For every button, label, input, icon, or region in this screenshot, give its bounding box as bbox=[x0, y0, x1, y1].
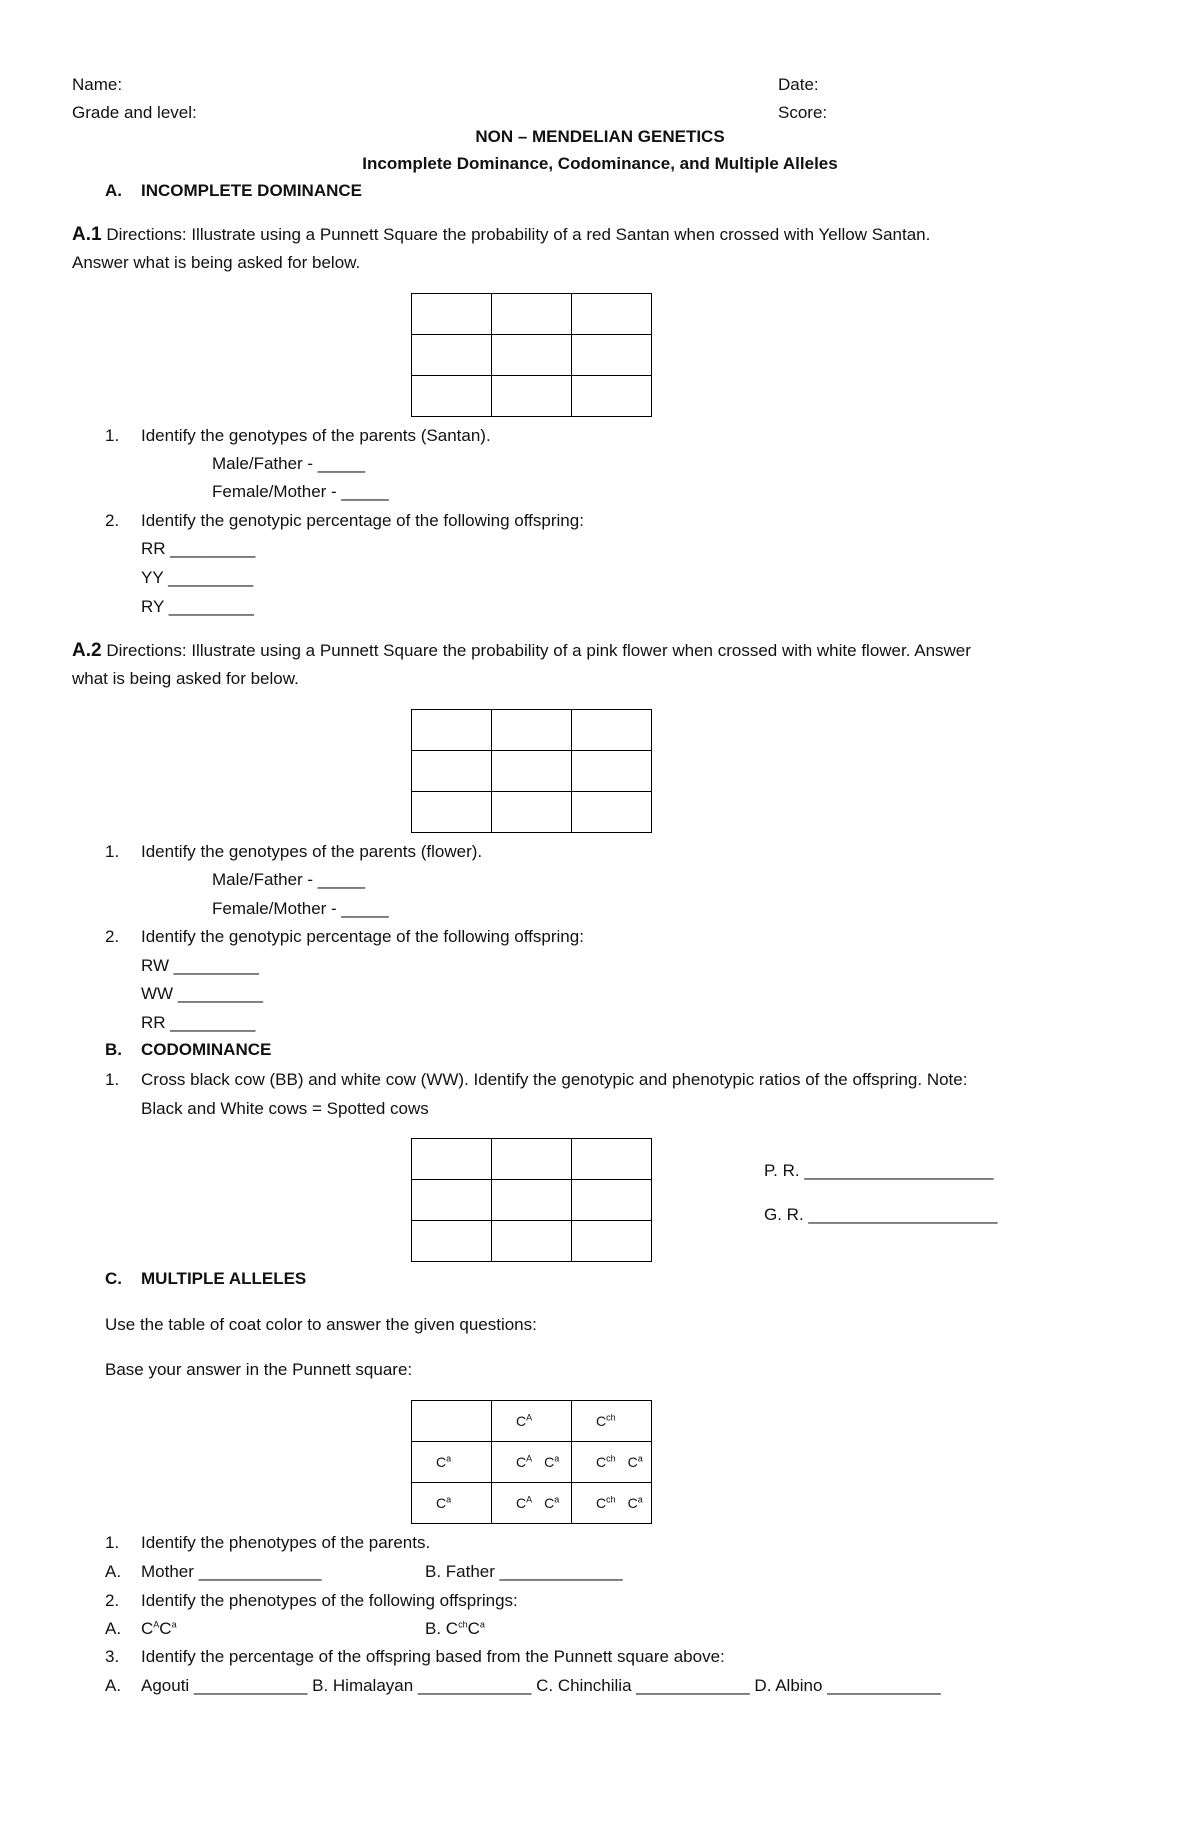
c-q2a-genotype: $C^AC^a$ bbox=[141, 1619, 177, 1638]
punnett-cell[interactable] bbox=[412, 1180, 492, 1221]
punnett-cell[interactable] bbox=[492, 294, 572, 335]
punnett-cell[interactable] bbox=[492, 376, 572, 417]
a1-option-yy: YY _________ bbox=[141, 568, 254, 587]
punnett-row-label: $C^a$ bbox=[412, 1442, 492, 1483]
score-label: Score: bbox=[778, 103, 828, 122]
c-intro-line2: Base your answer in the Punnett square: bbox=[105, 1360, 413, 1379]
c-intro-line1: Use the table of coat color to answer the given questions: bbox=[105, 1315, 537, 1334]
c-q3a-letter: A. bbox=[105, 1676, 122, 1695]
c-q2b-genotype: B. $C^{ch}C^a$ bbox=[425, 1619, 485, 1638]
a1-q2-number: 2. bbox=[105, 511, 120, 530]
a1-directions-line1: A.1 Directions: Illustrate using a Punnett Square the probability of a red Santan when crossed with Yellow Santan. bbox=[72, 224, 931, 245]
a2-q2-number: 2. bbox=[105, 927, 120, 946]
punnett-cell[interactable] bbox=[412, 751, 492, 792]
c-q2-text: Identify the phenotypes of the following offsprings: bbox=[141, 1591, 518, 1610]
punnett-header-cell: $C^{ch}$ bbox=[572, 1401, 652, 1442]
c-q1-text: Identify the phenotypes of the parents. bbox=[141, 1533, 431, 1552]
punnett-cell[interactable] bbox=[412, 710, 492, 751]
a2-label: A.2 bbox=[72, 640, 102, 661]
punnett-cell[interactable] bbox=[572, 335, 652, 376]
section-a-letter: A. bbox=[105, 181, 122, 200]
section-b-heading: CODOMINANCE bbox=[141, 1040, 272, 1059]
punnett-corner-cell bbox=[412, 1401, 492, 1442]
phenotypic-ratio-blank: P. R. ____________________ bbox=[764, 1161, 994, 1180]
punnett-cell[interactable] bbox=[572, 376, 652, 417]
c-q3-text: Identify the percentage of the offspring based from the Punnett square above: bbox=[141, 1647, 725, 1666]
punnett-cell[interactable] bbox=[492, 792, 572, 833]
a2-male-father: Male/Father - _____ bbox=[212, 870, 366, 889]
section-c-heading: MULTIPLE ALLELES bbox=[141, 1269, 307, 1288]
section-a-heading: INCOMPLETE DOMINANCE bbox=[141, 181, 362, 200]
a1-directions-line2: Answer what is being asked for below. bbox=[72, 253, 361, 272]
punnett-cell: $C^A$ $C^a$ bbox=[492, 1442, 572, 1483]
genotypic-ratio-blank: G. R. ____________________ bbox=[764, 1205, 998, 1224]
a1-female-mother: Female/Mother - _____ bbox=[212, 482, 389, 501]
b-q1-line1: Cross black cow (BB) and white cow (WW). Identify the genotypic and phenotypic ratios of the offspring. Note: bbox=[141, 1070, 968, 1089]
c-q1a-letter: A. bbox=[105, 1562, 122, 1581]
punnett-cell: $C^A$ $C^a$ bbox=[492, 1483, 572, 1524]
a1-q2-text: Identify the genotypic percentage of the following offspring: bbox=[141, 511, 584, 530]
punnett-cell[interactable] bbox=[412, 1139, 492, 1180]
a2-q2-text: Identify the genotypic percentage of the following offspring: bbox=[141, 927, 584, 946]
name-label: Name: bbox=[72, 75, 123, 94]
b-q1-line2: Black and White cows = Spotted cows bbox=[141, 1099, 429, 1118]
c-q2-number: 2. bbox=[105, 1591, 120, 1610]
punnett-cell[interactable] bbox=[492, 751, 572, 792]
a1-q1-number: 1. bbox=[105, 426, 120, 445]
a1-q1-text: Identify the genotypes of the parents (Santan). bbox=[141, 426, 491, 445]
multiple-alleles-punnett-square bbox=[411, 1400, 652, 1524]
punnett-cell[interactable] bbox=[412, 1221, 492, 1262]
punnett-cell: $C^{ch}$ $C^a$ bbox=[572, 1483, 652, 1524]
a1-option-ry: RY _________ bbox=[141, 597, 254, 616]
punnett-header-cell: $C^A$ bbox=[492, 1401, 572, 1442]
a2-option-ww: WW _________ bbox=[141, 984, 263, 1003]
punnett-cell: $C^{ch}$ $C^a$ bbox=[572, 1442, 652, 1483]
punnett-cell[interactable] bbox=[572, 1221, 652, 1262]
grade-level-label: Grade and level: bbox=[72, 103, 197, 122]
section-c-letter: C. bbox=[105, 1269, 122, 1288]
worksheet-subtitle: Incomplete Dominance, Codominance, and Multiple Alleles bbox=[362, 154, 838, 173]
punnett-cell[interactable] bbox=[572, 1139, 652, 1180]
punnett-cell[interactable] bbox=[492, 1180, 572, 1221]
punnett-cell[interactable] bbox=[572, 294, 652, 335]
punnett-cell[interactable] bbox=[572, 751, 652, 792]
a2-option-rr: RR _________ bbox=[141, 1013, 256, 1032]
b-punnett-square[interactable] bbox=[411, 1138, 652, 1262]
punnett-cell[interactable] bbox=[572, 1180, 652, 1221]
a1-option-rr: RR _________ bbox=[141, 539, 256, 558]
punnett-cell[interactable] bbox=[412, 335, 492, 376]
a1-male-father: Male/Father - _____ bbox=[212, 454, 366, 473]
punnett-cell[interactable] bbox=[412, 294, 492, 335]
worksheet-title: NON – MENDELIAN GENETICS bbox=[475, 127, 725, 146]
a2-q1-number: 1. bbox=[105, 842, 120, 861]
punnett-cell[interactable] bbox=[412, 376, 492, 417]
punnett-cell[interactable] bbox=[492, 1221, 572, 1262]
punnett-row-label: $C^a$ bbox=[412, 1483, 492, 1524]
punnett-cell[interactable] bbox=[412, 792, 492, 833]
a2-female-mother: Female/Mother - _____ bbox=[212, 899, 389, 918]
a1-punnett-square[interactable] bbox=[411, 293, 652, 417]
punnett-cell[interactable] bbox=[572, 792, 652, 833]
punnett-cell[interactable] bbox=[492, 710, 572, 751]
a2-punnett-square[interactable] bbox=[411, 709, 652, 833]
c-q2a-letter: A. bbox=[105, 1619, 122, 1638]
a2-directions-line1: A.2 Directions: Illustrate using a Punnett Square the probability of a pink flower when crossed with white flower. Answer bbox=[72, 640, 971, 661]
date-label: Date: bbox=[778, 75, 819, 94]
c-q3-answer-blanks: Agouti ____________ B. Himalayan ____________ C. Chinchilia ____________ D. Albino ____________ bbox=[141, 1676, 941, 1695]
c-q1-father-blank: B. Father _____________ bbox=[425, 1562, 623, 1581]
c-q1-number: 1. bbox=[105, 1533, 120, 1552]
a2-option-rw: RW _________ bbox=[141, 956, 259, 975]
punnett-cell[interactable] bbox=[572, 710, 652, 751]
a2-directions-line2: what is being asked for below. bbox=[72, 669, 299, 688]
punnett-cell[interactable] bbox=[492, 1139, 572, 1180]
section-b-letter: B. bbox=[105, 1040, 122, 1059]
b-q1-number: 1. bbox=[105, 1070, 120, 1089]
c-q1-mother-blank: Mother _____________ bbox=[141, 1562, 322, 1581]
a2-q1-text: Identify the genotypes of the parents (flower). bbox=[141, 842, 483, 861]
a1-label: A.1 bbox=[72, 224, 102, 245]
punnett-cell[interactable] bbox=[492, 335, 572, 376]
c-q3-number: 3. bbox=[105, 1647, 120, 1666]
